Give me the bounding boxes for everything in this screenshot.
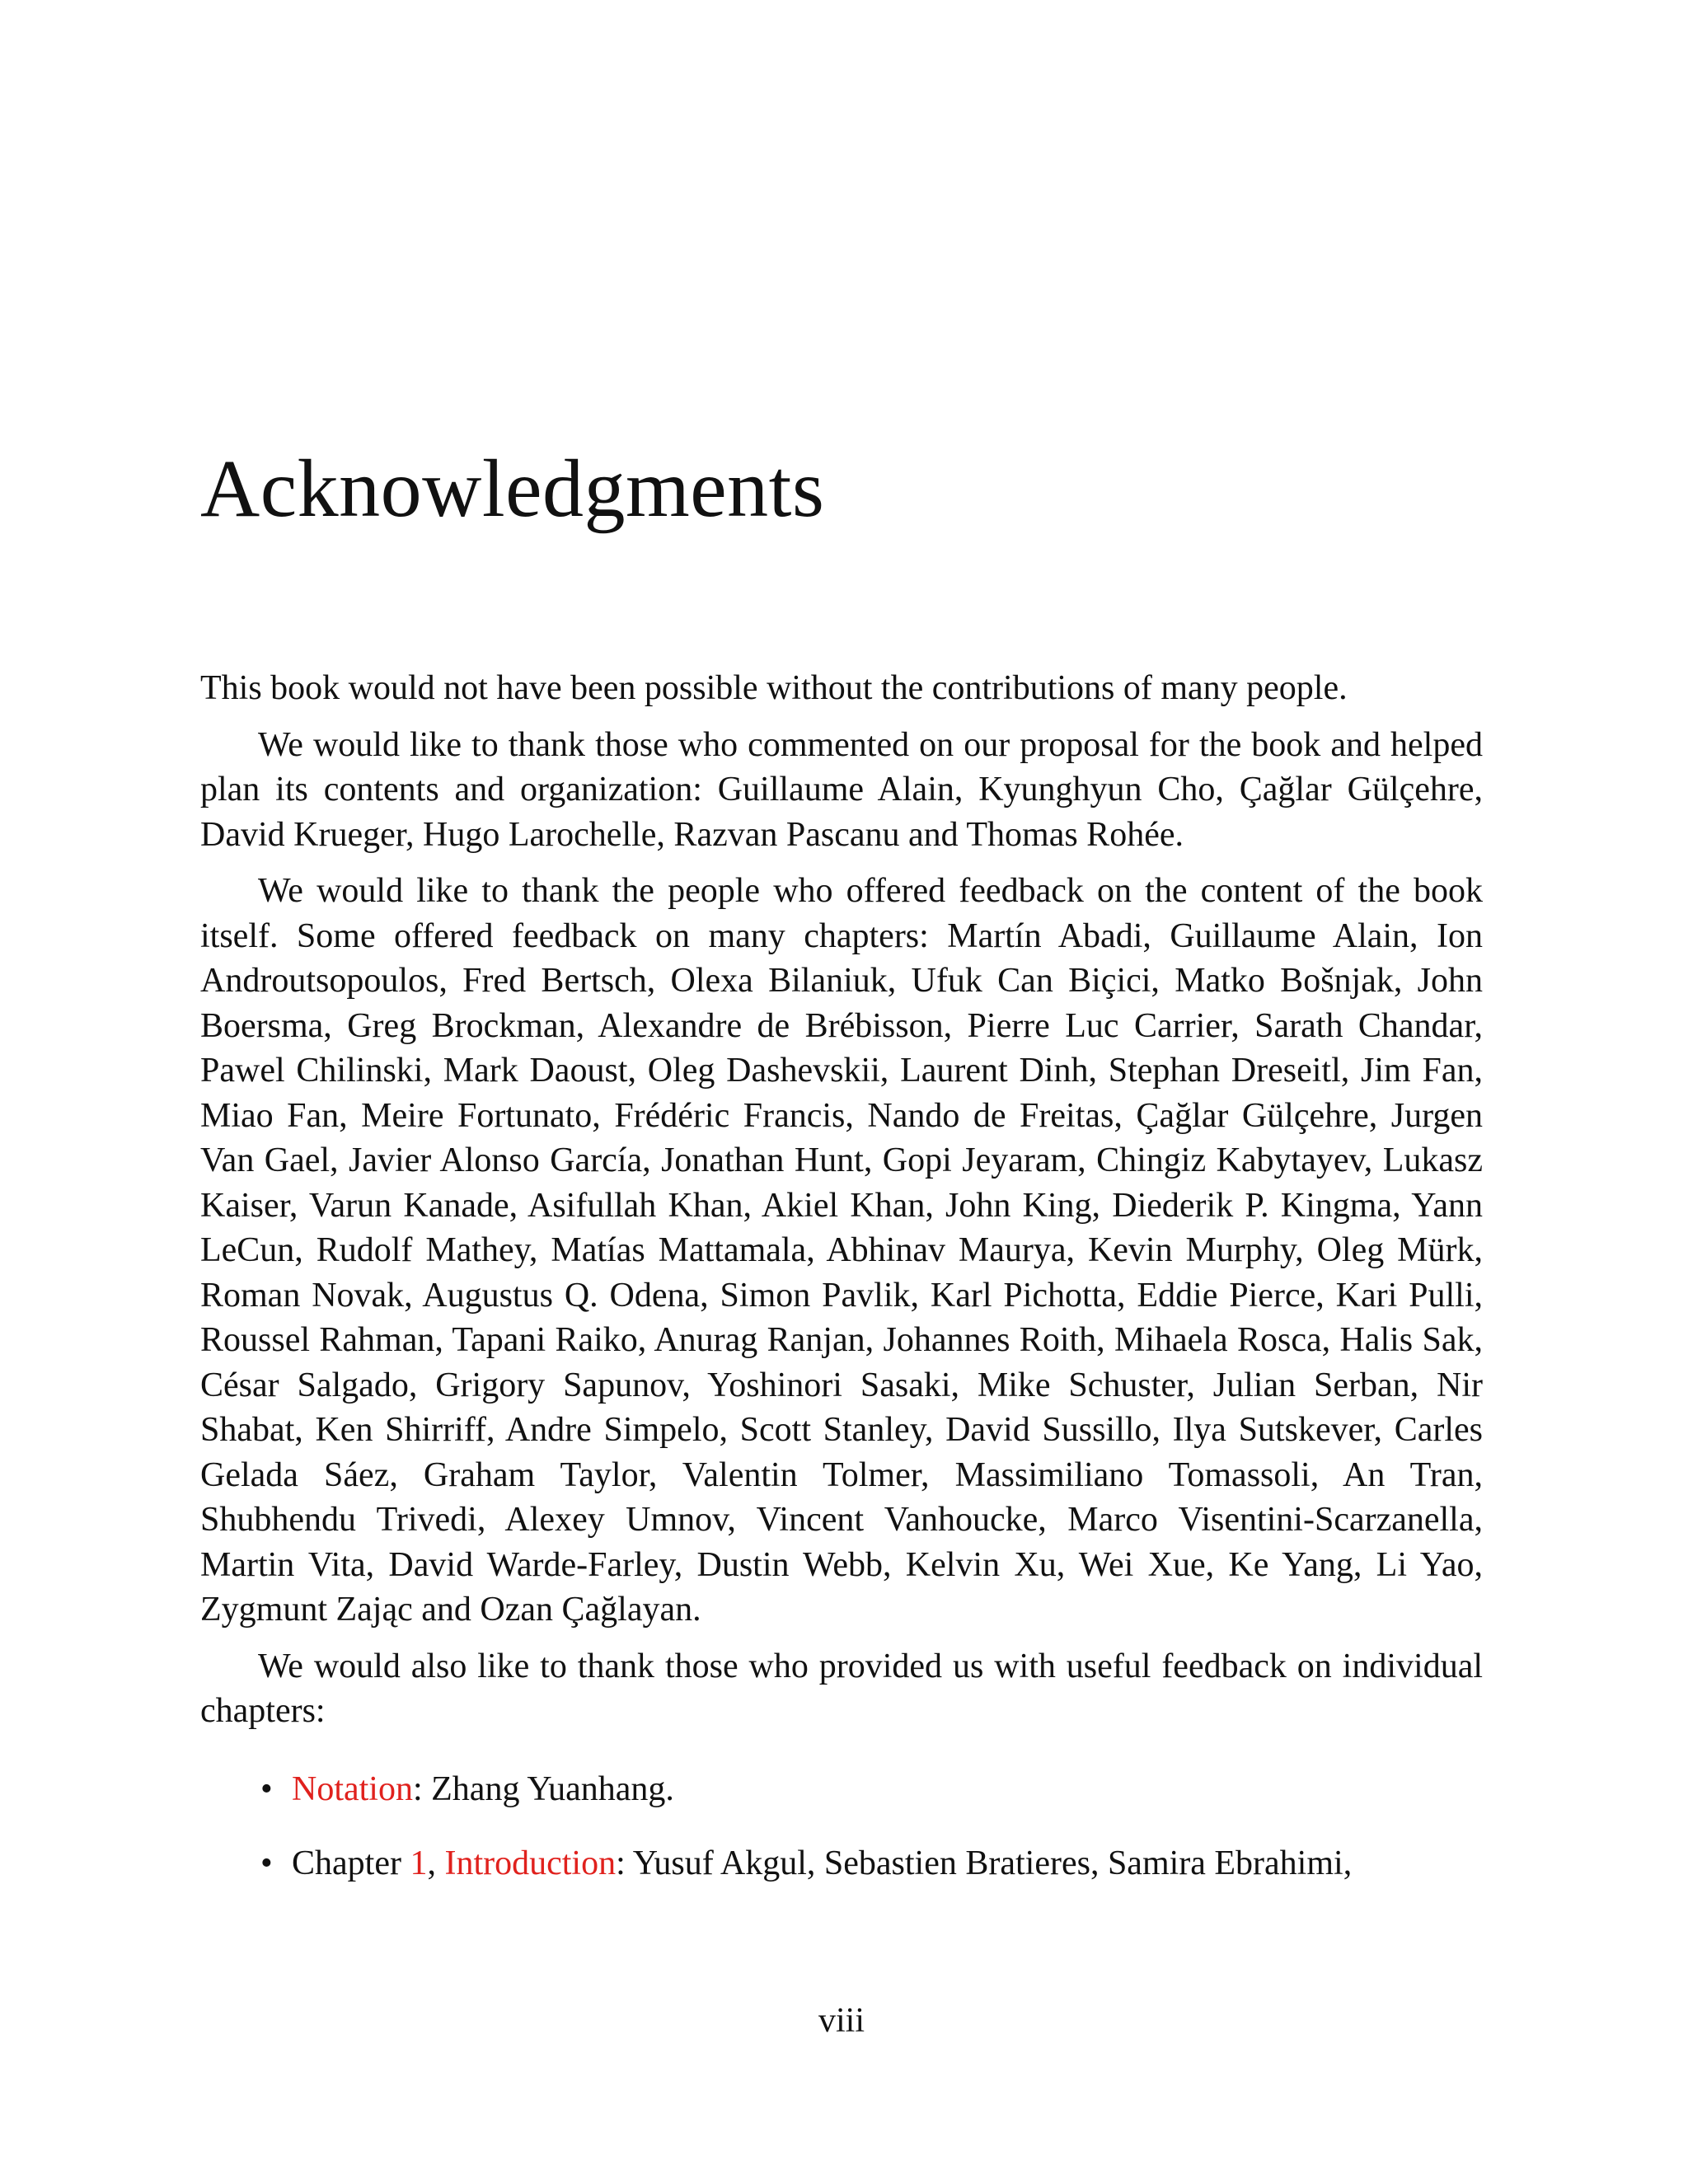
- paragraph-content-feedback: We would like to thank the people who offered feedback on the content of the book itself. Some offered feedback on many chapters: Martín Abadi, Guillaume Alain, Ion Androutsopoulos, Fred Bertsch, Olexa Bilaniuk, Ufuk Can Biçici, Matko Bošnjak, John Boersma, Greg Brockman, Alexandre de Brébisson, Pierre Luc Carrier, Sarath Chandar, Pawel Chilinski, Mark Daoust, Oleg Dashevskii, Laurent Dinh, Stephan Dreseitl, Jim Fan, Miao Fan, Meire Fortunato, Frédéric Francis, Nando de Freitas, Çağlar Gülçehre, Jurgen Van Gael, Javier Alonso García, Jonathan Hunt, Gopi Jeyaram, Chingiz Kabytayev, Lukasz Kaiser, Varun Kanade, Asifullah Khan, Akiel Khan, John King, Diederik P. Kingma, Yann LeCun, Rudolf Mathey, Matías Mattamala, Abhinav Maurya, Kevin Murphy, Oleg Mürk, Roman Novak, Augustus Q. Odena, Simon Pavlik, Karl Pichotta, Eddie Pierce, Kari Pulli, Roussel Rahman, Tapani Raiko, Anurag Ranjan, Johannes Roith, Mihaela Rosca, Halis Sak, César Salgado, Grigory Sapunov, Yoshinori Sasaki, Mike Schuster, Julian Serban, Nir Shabat, Ken Shirriff, Andre Simpelo, Scott Stanley, David Sussillo, Ilya Sutskever, Carles Gelada Sáez, Graham Taylor, Valentin Tolmer, Massimiliano Tomassoli, An Tran, Shubhendu Trivedi, Alexey Umnov, Vincent Vanhoucke, Marco Visentini-Scarzanella, Martin Vita, David Warde-Farley, Dustin Webb, Kelvin Xu, Wei Xue, Ke Yang, Li Yao, Zygmunt Zając and Ozan Çağlayan.: [200, 872, 1483, 1629]
- notation-link[interactable]: Notation: [292, 1769, 413, 1808]
- chapter-feedback-list: [200, 1767, 1483, 1886]
- chapter-number-link[interactable]: 1: [410, 1844, 428, 1882]
- paragraph-proposal-thanks: We would like to thank those who commented on our proposal for the book and helped plan its contents and organization: Guillaume Alain, Kyunghyun Cho, Çağlar Gülçehre, David Krueger, Hugo Larochelle, Razvan Pascanu and Thomas Rohée.: [200, 725, 1483, 854]
- paragraph-chapter-feedback-intro: We would also like to thank those who provided us with useful feedback on individual chapters:: [200, 1647, 1483, 1730]
- list-item-text: : Zhang Yuanhang.: [412, 1769, 674, 1808]
- chapter-prefix: Chapter: [292, 1844, 410, 1882]
- separator: ,: [427, 1844, 445, 1882]
- list-item-notation: [260, 1767, 1483, 1812]
- body-text: [200, 666, 1483, 1916]
- list-item-text: : Yusuf Akgul, Sebastien Bratieres, Samira Ebrahimi,: [616, 1844, 1353, 1882]
- bullet-marker: •: [260, 1844, 273, 1882]
- page-number: viii: [818, 2002, 865, 2040]
- bullet-marker: •: [260, 1769, 273, 1808]
- document-page: [200, 0, 1483, 2184]
- list-item-introduction: [260, 1841, 1483, 1886]
- chapter-title: Acknowledgments: [200, 443, 825, 534]
- paragraph-intro: This book would not have been possible without the contributions of many people.: [200, 669, 1348, 707]
- introduction-link[interactable]: Introduction: [444, 1844, 617, 1882]
